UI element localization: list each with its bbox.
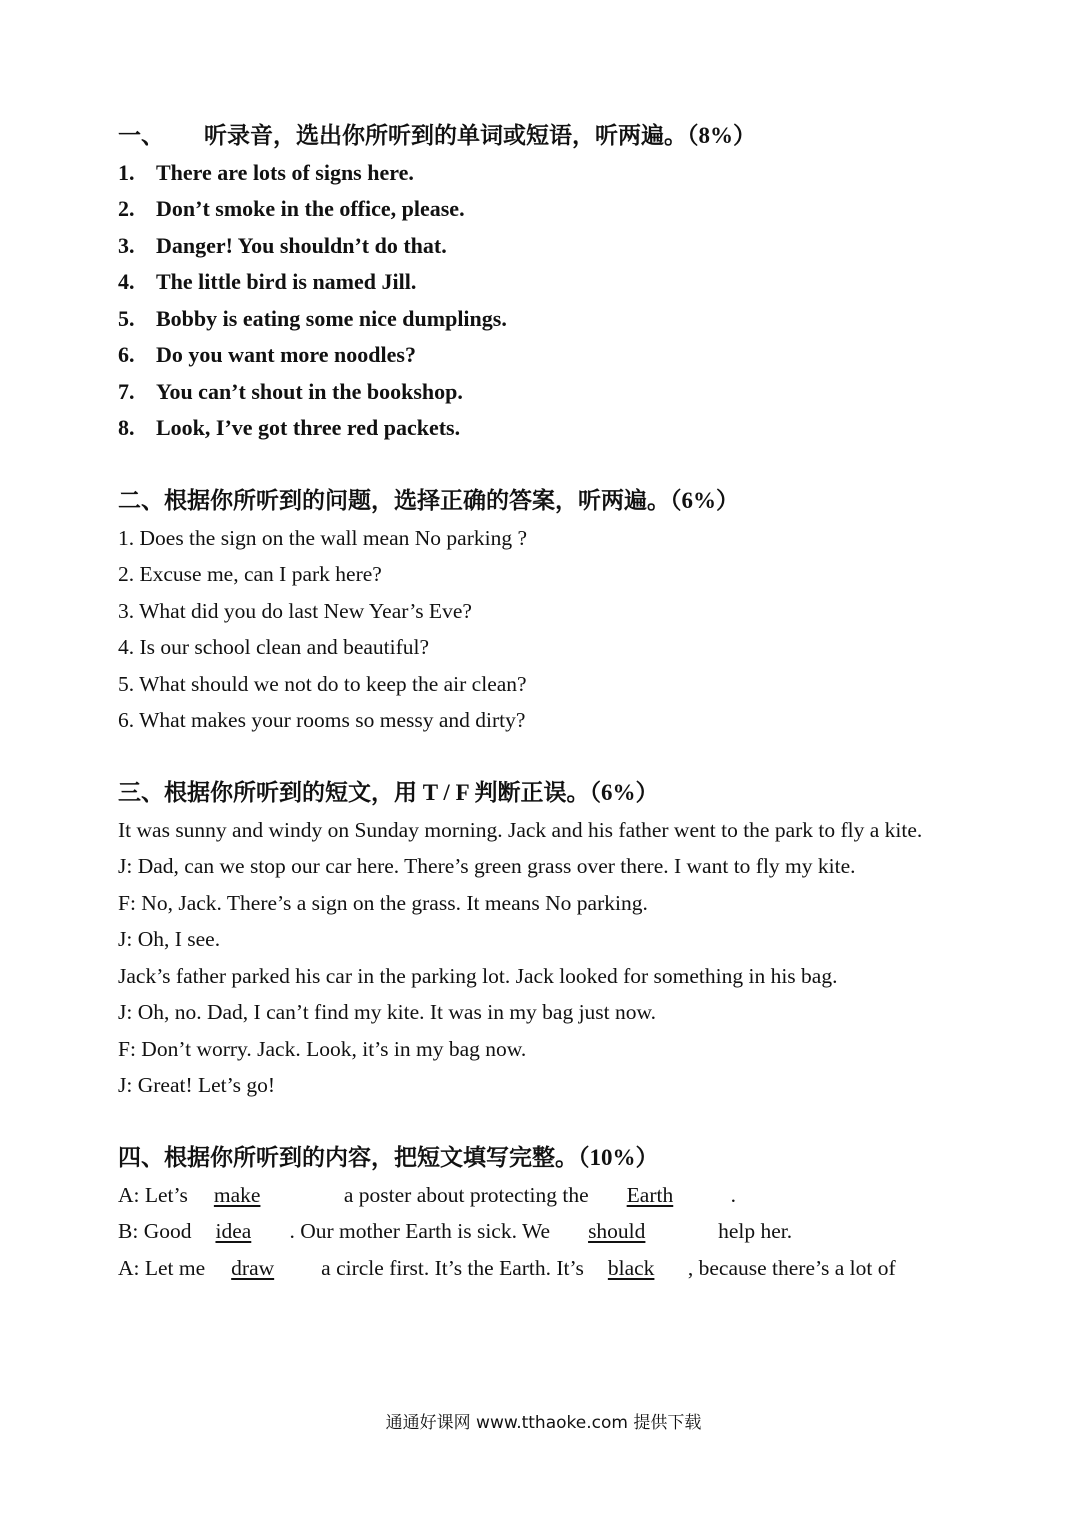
section-4-heading: 四、根据你所听到的内容，把短文填写完整。（10%） <box>118 1145 659 1170</box>
question-line: 5. What should we not do to keep the air clean? <box>118 671 527 696</box>
passage-line: J: Oh, no. Dad, I can’t find my kite. It was in my bag just now. <box>118 1000 657 1024</box>
page-footer: 通通好课网 www.tthaoke.com 提供下载 <box>385 1413 702 1433</box>
spacer <box>118 1104 970 1141</box>
question-line: 2. Excuse me, can I park here? <box>118 562 382 586</box>
list-item: 4. The little bird is named Jill. <box>118 269 417 294</box>
answer-blank: make <box>213 1182 261 1207</box>
passage-line: J: Great! Let’s go! <box>118 1073 276 1097</box>
passage-line: J: Oh, I see. <box>118 927 221 951</box>
section-2-heading: 二、根据你所听到的问题，选择正确的答案，听两遍。（6%） <box>118 488 739 513</box>
section-1-heading <box>118 118 970 155</box>
list-item: 3. Danger! You shouldn’t do that. <box>118 232 447 258</box>
passage-line: F: Don’t worry. Jack. Look, it’s in my bag now. <box>118 1036 527 1061</box>
list-item: 1. There are lots of signs here. <box>118 159 414 185</box>
passage-line: F: No, Jack. There’s a sign on the grass. It means No parking. <box>118 890 648 915</box>
question-line: 3. What did you do last New Year’s Eve? <box>118 598 472 623</box>
answer-blank: black <box>607 1255 655 1280</box>
passage-line: J: Dad, can we stop our car here. There’s green grass over there. I want to fly my kite. <box>118 854 856 878</box>
spacer <box>118 447 970 484</box>
question-line: 1. Does the sign on the wall mean No parking ? <box>118 525 528 550</box>
section-1-number: 一、 <box>118 123 164 148</box>
worksheet-page <box>118 118 970 1286</box>
spacer <box>118 739 970 776</box>
section-1-title: 听录音，选出你所听到的单词或短语，听两遍。（8%） <box>204 123 756 148</box>
fill-line: A: Let me draw a circle first. It’s the Earth. It’s black , because there’s a lot of <box>118 1250 970 1287</box>
list-item: 6. Do you want more noodles? <box>118 342 416 367</box>
question-line: 6. What makes your rooms so messy and dirty? <box>118 708 526 732</box>
question-line: 4. Is our school clean and beautiful? <box>118 635 430 659</box>
answer-blank: draw <box>231 1255 275 1280</box>
answer-blank: Earth <box>626 1182 674 1207</box>
answer-blank: should <box>588 1219 646 1243</box>
fill-line: A: Let’s make a poster about protecting the Earth . <box>118 1177 970 1214</box>
passage-line: It was sunny and windy on Sunday morning. Jack and his father went to the park to fly a kite. <box>118 817 923 842</box>
list-item: 2. Don’t smoke in the office, please. <box>118 196 465 221</box>
list-item: 5. Bobby is eating some nice dumplings. <box>118 305 507 331</box>
list-item: 7. You can’t shout in the bookshop. <box>118 378 463 404</box>
list-item: 8. Look, I’ve got three red packets. <box>118 415 461 440</box>
section-3-heading: 三、根据你所听到的短文，用 T / F 判断正误。（6%） <box>118 780 659 805</box>
passage-line: Jack’s father parked his car in the parking lot. Jack looked for something in his bag. <box>118 963 838 988</box>
answer-blank: idea <box>215 1219 252 1243</box>
fill-line: B: Good idea . Our mother Earth is sick. We should help her. <box>118 1213 970 1250</box>
